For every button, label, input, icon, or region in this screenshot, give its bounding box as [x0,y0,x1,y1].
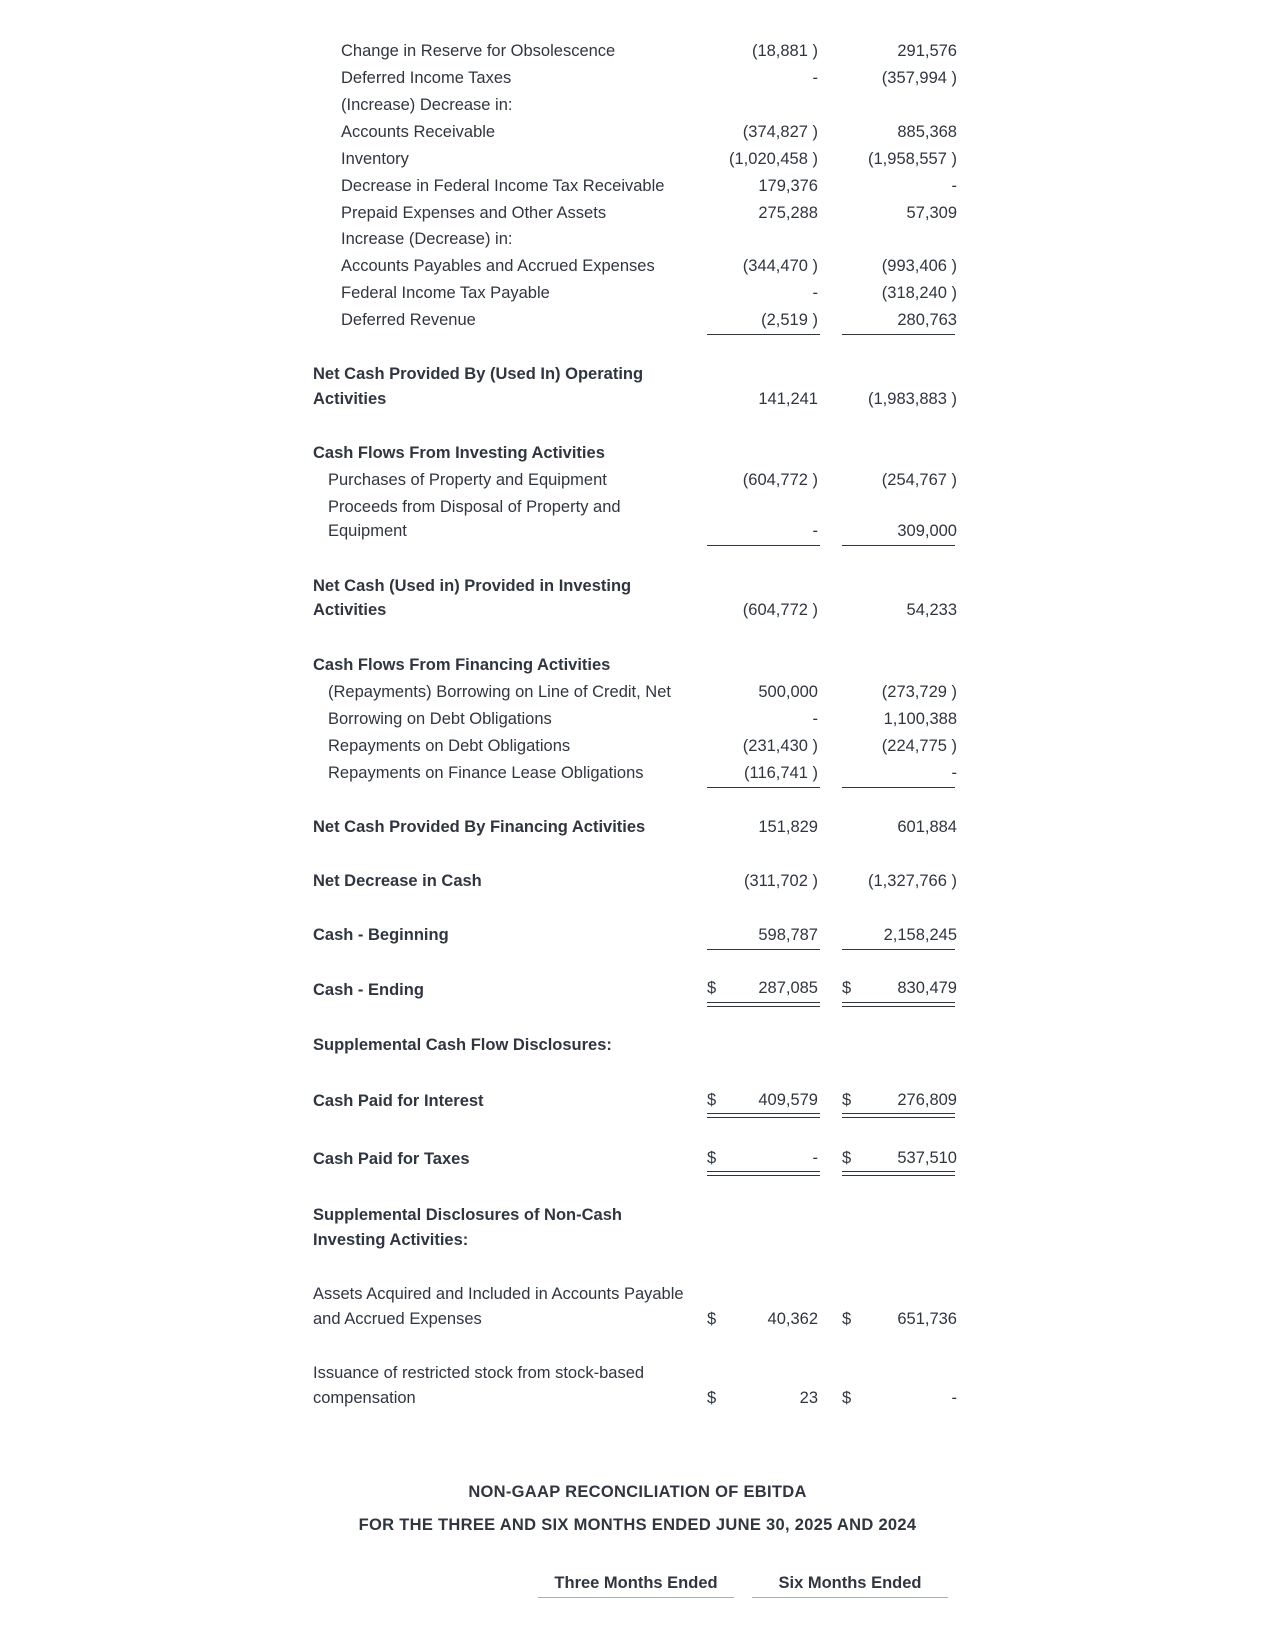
row-label: Accounts Payables and Accrued Expenses [341,257,655,275]
assets-acquired-current: 40,362 [767,1310,818,1328]
value-current: (1,020,458 ) [729,150,818,168]
currency-symbol: $ [707,1091,717,1109]
value-current: - [812,69,818,87]
value-current: (604,772 ) [742,471,818,489]
stock-issuance-label: Issuance of restricted stock from stock-based [313,1364,645,1382]
currency-symbol: $ [842,1310,852,1328]
value-current: (374,827 ) [742,123,818,141]
row-label: Borrowing on Debt Obligations [328,710,552,728]
currency-symbol: $ [707,1389,717,1407]
currency-symbol: $ [842,979,852,997]
value-prior: (357,994 ) [881,69,957,87]
ebitda-subtitle: FOR THE THREE AND SIX MONTHS ENDED JUNE 30, 2025 AND 2024 [358,1516,917,1534]
row-label: Deferred Revenue [341,311,476,329]
cash-beginning-current: 598,787 [758,926,818,944]
supplemental-title: Supplemental Cash Flow Disclosures: [313,1036,612,1054]
total-double-rule [842,1002,955,1007]
noncash-title: Supplemental Disclosures of Non-Cash [313,1206,622,1224]
assets-acquired-prior: 651,736 [897,1310,957,1328]
subtotal-rule [842,787,955,788]
col-header-three-months: Three Months Ended [538,1574,734,1598]
value-current: (18,881 ) [751,42,818,60]
row-label: Repayments on Debt Obligations [328,737,571,755]
currency-symbol: $ [842,1389,852,1407]
stock-issuance-label-cont: compensation [313,1389,416,1407]
interest-label: Cash Paid for Interest [313,1092,484,1110]
value-current: - [812,522,818,540]
total-double-rule [707,1002,820,1007]
net-operating-prior: (1,983,883 ) [868,390,957,408]
total-double-rule [707,1113,820,1118]
value-current: - [812,710,818,728]
subtotal-rule [707,545,820,546]
row-label: Purchases of Property and Equipment [328,471,607,489]
value-prior: - [951,764,957,782]
value-current: (231,430 ) [742,737,818,755]
net-decrease-prior: (1,327,766 ) [868,872,957,890]
row-label: Increase (Decrease) in: [341,230,513,248]
value-current: 179,376 [758,177,818,195]
net-investing-prior: 54,233 [906,601,957,619]
row-label: Federal Income Tax Payable [341,284,550,302]
value-prior: 291,576 [897,42,957,60]
noncash-title-cont: Investing Activities: [313,1231,469,1249]
taxes-current: - [812,1149,818,1167]
net-investing-label: Net Cash (Used in) Provided in Investing [313,577,632,595]
interest-current: 409,579 [758,1091,818,1109]
row-label: Accounts Receivable [341,123,496,141]
value-prior: 1,100,388 [883,710,957,728]
row-label: Inventory [341,150,409,168]
col-header-six-months: Six Months Ended [752,1574,948,1598]
value-prior: - [951,177,957,195]
row-label: (Repayments) Borrowing on Line of Credit, Net [328,683,671,701]
currency-symbol: $ [842,1091,852,1109]
value-prior: (1,958,557 ) [868,150,957,168]
currency-symbol: $ [842,1149,852,1167]
net-operating-current: 141,241 [758,390,818,408]
assets-acquired-label: Assets Acquired and Included in Accounts Payable [313,1285,684,1303]
total-double-rule [842,1171,955,1176]
row-label: Proceeds from Disposal of Property and [328,498,621,516]
net-investing-label-cont: Activities [313,601,387,619]
net-decrease-current: (311,702 ) [744,872,818,890]
value-current: (344,470 ) [742,257,818,275]
subtotal-rule [707,949,820,950]
row-label: Decrease in Federal Income Tax Receivable [341,177,665,195]
value-current: - [812,284,818,302]
cash-ending-label: Cash - Ending [313,981,424,999]
row-label: Repayments on Finance Lease Obligations [328,764,644,782]
cash-beginning-label: Cash - Beginning [313,926,449,944]
financing-title: Cash Flows From Financing Activities [313,656,611,674]
row-label: Deferred Income Taxes [341,69,512,87]
value-prior: 309,000 [897,522,957,540]
interest-prior: 276,809 [897,1091,957,1109]
value-prior: (318,240 ) [881,284,957,302]
value-current: (116,741 ) [744,764,818,782]
total-double-rule [842,1113,955,1118]
investing-title: Cash Flows From Investing Activities [313,444,605,462]
net-financing-prior: 601,884 [897,818,957,836]
ebitda-title: NON-GAAP RECONCILIATION OF EBITDA [468,1483,807,1501]
net-financing-label: Net Cash Provided By Financing Activities [313,818,646,836]
value-current: 275,288 [758,204,818,222]
stock-issuance-prior: - [951,1389,957,1407]
currency-symbol: $ [707,1149,717,1167]
net-operating-label-cont: Activities [313,390,387,408]
currency-symbol: $ [707,1310,717,1328]
net-financing-current: 151,829 [758,818,818,836]
cash-ending-prior: 830,479 [897,979,957,997]
subtotal-rule [842,334,955,335]
row-label-cont: Equipment [328,522,407,540]
value-prior: 280,763 [897,311,957,329]
row-label: Change in Reserve for Obsolescence [341,42,616,60]
value-prior: (224,775 ) [881,737,957,755]
row-label: (Increase) Decrease in: [341,96,513,114]
taxes-label: Cash Paid for Taxes [313,1150,470,1168]
net-operating-label: Net Cash Provided By (Used In) Operating [313,365,644,383]
stock-issuance-current: 23 [799,1389,818,1407]
value-prior: (254,767 ) [881,471,957,489]
value-prior: 885,368 [897,123,957,141]
net-investing-current: (604,772 ) [742,601,818,619]
subtotal-rule [707,787,820,788]
cash-beginning-prior: 2,158,245 [883,926,957,944]
subtotal-rule [707,334,820,335]
assets-acquired-label-cont: and Accrued Expenses [313,1310,482,1328]
taxes-prior: 537,510 [897,1149,957,1167]
cash-ending-current: 287,085 [758,979,818,997]
row-label: Prepaid Expenses and Other Assets [341,204,607,222]
subtotal-rule [842,545,955,546]
value-prior: 57,309 [906,204,957,222]
total-double-rule [707,1171,820,1176]
value-prior: (993,406 ) [881,257,957,275]
currency-symbol: $ [707,979,717,997]
value-current: 500,000 [758,683,818,701]
subtotal-rule [842,949,955,950]
value-prior: (273,729 ) [881,683,957,701]
net-decrease-label: Net Decrease in Cash [313,872,482,890]
value-current: (2,519 ) [761,311,818,329]
